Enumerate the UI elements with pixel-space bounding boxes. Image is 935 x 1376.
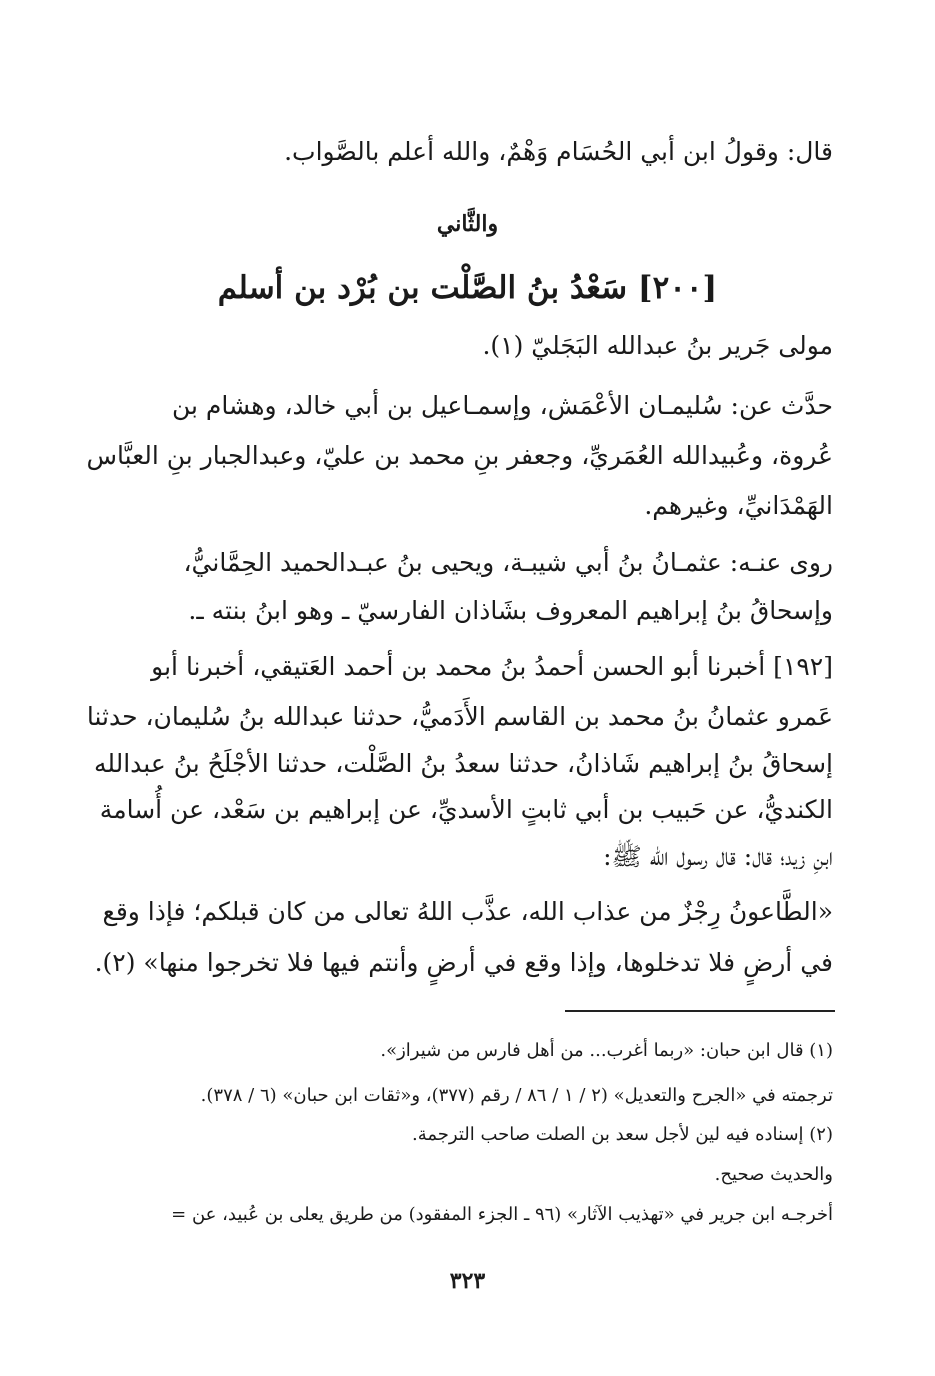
footnote-divider [565,1010,835,1012]
text-line: [١٩٢] أخبرنا أبو الحسن أحمدُ بنُ محمد بن أحمد العَتيقي، أخبرنا أبو [151,652,833,681]
footnote-line: والحديث صحيح. [714,1164,833,1185]
text-line: حدَّث عن: سُليمـان الأعْمَش، وإسمـاعيل بن أبي خالد، وهشام بن [171,391,833,420]
text-line: ابنِ زيد؛ قال: قال رسول الله ﷺ: [603,842,833,871]
text-line: إسحاقُ بنُ إبراهيم شَاذانُ، حدثنا سعدُ بنُ الصَّلْت، حدثنا الأجْلَحُ بنُ عبدالله [93,749,833,778]
mawla-line: مولى جَرير بنُ عبدالله البَجَليّ (١). [482,331,833,360]
opening-line: قال: وقولُ ابن أبي الحُسَام وَهْمٌ، والله أعلم بالصَّواب. [284,137,833,166]
text-line: عُروة، وعُبيدالله العُمَريِّ، وجعفر بنِ محمد بن عليّ، وعبدالجبار بنِ العبَّاس [86,441,833,470]
entry-title: [٢٠٠] سَعْدُ بنُ الصَّلْت بن بُرْد بن أسلم [217,270,718,306]
text-line: روى عنـه: عثمـانُ بنُ أبي شيبـة، ويحيى بنُ عبـدالحميد الحِمَّانيُّ، [183,548,833,577]
text-line: الكنديُّ، عن حَبيب بن أبي ثابتٍ الأسديِّ، عن إبراهيم بن سَعْد، عن أُسامة [99,795,833,824]
text-line: وإسحاقُ بنُ إبراهيم المعروف بشَاذان الفارسيّ ـ وهو ابنُ بنته ـ. [188,596,833,625]
text-line: في أرضٍ فلا تدخلوها، وإذا وقع في أرضٍ وأنتم فيها فلا تخرجوا منها» (٢). [94,948,833,977]
page-number: ٣٢٣ [449,1268,486,1294]
text-line: عَمرو عثمانُ بنُ محمد بن القاسم الأَدَميُّ، حدثنا عبدالله بنُ سُليمان، حدثنا [86,702,833,731]
footnote-line: (١) قال ابن حبان: «ربما أغرب... من أهل فارس من شيراز». [380,1040,833,1061]
footnote-line: أخرجـه ابن جرير في «تهذيب الآثار» (٩٦ ـ الجزء المفقود) من طريق يعلى بن عُبيد، عن = [171,1204,833,1225]
footnote-line: ترجمته في «الجرح والتعديل» (٢ / ١ / ٨٦ / رقم (٣٧٧)، و«ثقات ابن حبان» (٦ / ٣٧٨). [200,1085,833,1106]
footnote-line: (٢) إسناده فيه لين لأجل سعد بن الصلت صاحب الترجمة. [412,1124,833,1145]
text-line: «الطَّاعونُ رِجْزٌ من عذاب الله، عذَّب اللهُ تعالى من كان قبلكم؛ فإذا وقع [102,897,833,926]
section-subheading: والثَّاني [436,211,499,237]
text-line: الهَمْدَانيِّ، وغيرهم. [644,491,833,520]
